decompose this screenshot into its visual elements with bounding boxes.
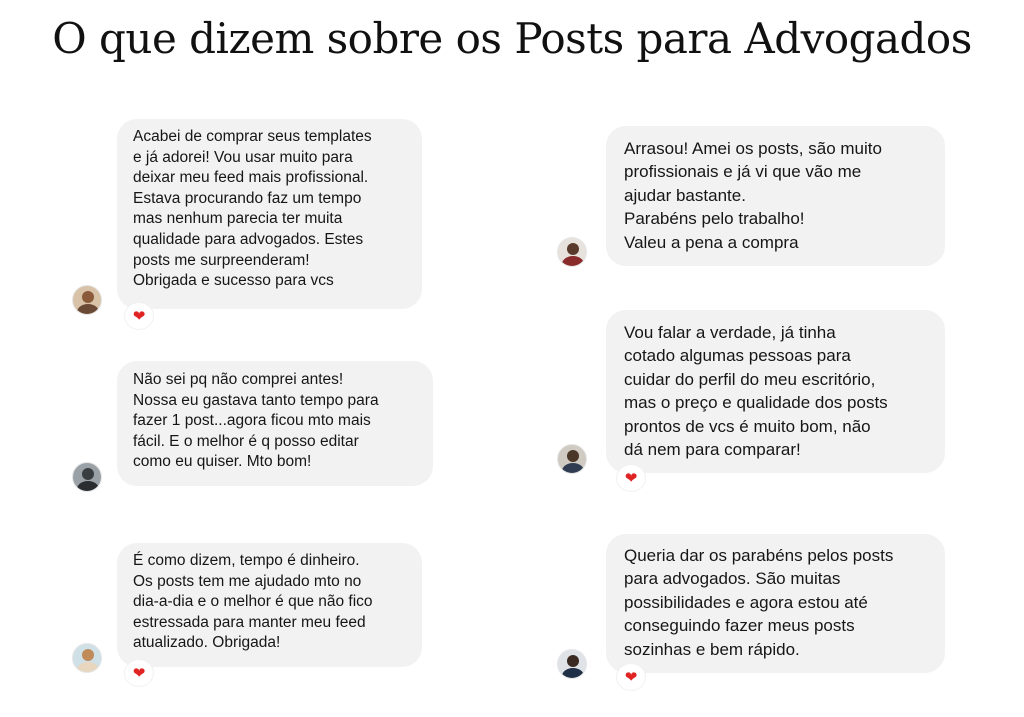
avatar	[557, 444, 587, 474]
testimonial-text: É como dizem, tempo é dinheiro. Os posts tem me ajudado mto no dia-a-dia e o melhor é que não fico estressada para manter meu feed atualizado. Obrigada!	[133, 552, 373, 652]
avatar	[557, 649, 587, 679]
testimonial-text: Queria dar os parabéns pelos posts para advogados. São muitas possibilidades e agora estou até conseguindo fazer meus posts sozinhas e bem rápido.	[624, 546, 894, 659]
testimonial-text: Vou falar a verdade, já tinha cotado algumas pessoas para cuidar do perfil do meu escritório, mas o preço e qualidade dos posts prontos de vcs é muito bom, não dá nem para comparar!	[624, 323, 888, 460]
avatar	[72, 285, 102, 315]
heart-icon: ❤	[617, 465, 645, 491]
testimonial-text: Acabei de comprar seus templates e já adorei! Vou usar muito para deixar meu feed mais profissional. Estava procurando faz um tempo mas nenhum parecia ter muita qualidade para advogados. Estes posts me surpreenderam! Obrigada e sucesso para vcs	[133, 128, 372, 290]
testimonial-bubble	[606, 126, 945, 266]
testimonial-bubble	[606, 310, 945, 473]
heart-icon: ❤	[125, 303, 153, 329]
avatar	[557, 237, 587, 267]
page-title: O que dizem sobre os Posts para Advogados	[52, 14, 972, 63]
testimonial-bubble	[117, 361, 433, 486]
testimonial-text: Arrasou! Amei os posts, são muito profissionais e já vi que vão me ajudar bastante. Parabéns pelo trabalho! Valeu a pena a compra	[624, 139, 882, 252]
heart-icon: ❤	[617, 664, 645, 690]
testimonial-bubble	[117, 543, 422, 667]
testimonial-text: Não sei pq não comprei antes! Nossa eu gastava tanto tempo para fazer 1 post...agora ficou mto mais fácil. E o melhor é q posso editar como eu quiser. Mto bom!	[133, 371, 379, 471]
heart-icon: ❤	[125, 660, 153, 686]
testimonial-bubble	[117, 119, 422, 309]
avatar	[72, 462, 102, 492]
avatar	[72, 643, 102, 673]
testimonial-bubble	[606, 534, 945, 673]
